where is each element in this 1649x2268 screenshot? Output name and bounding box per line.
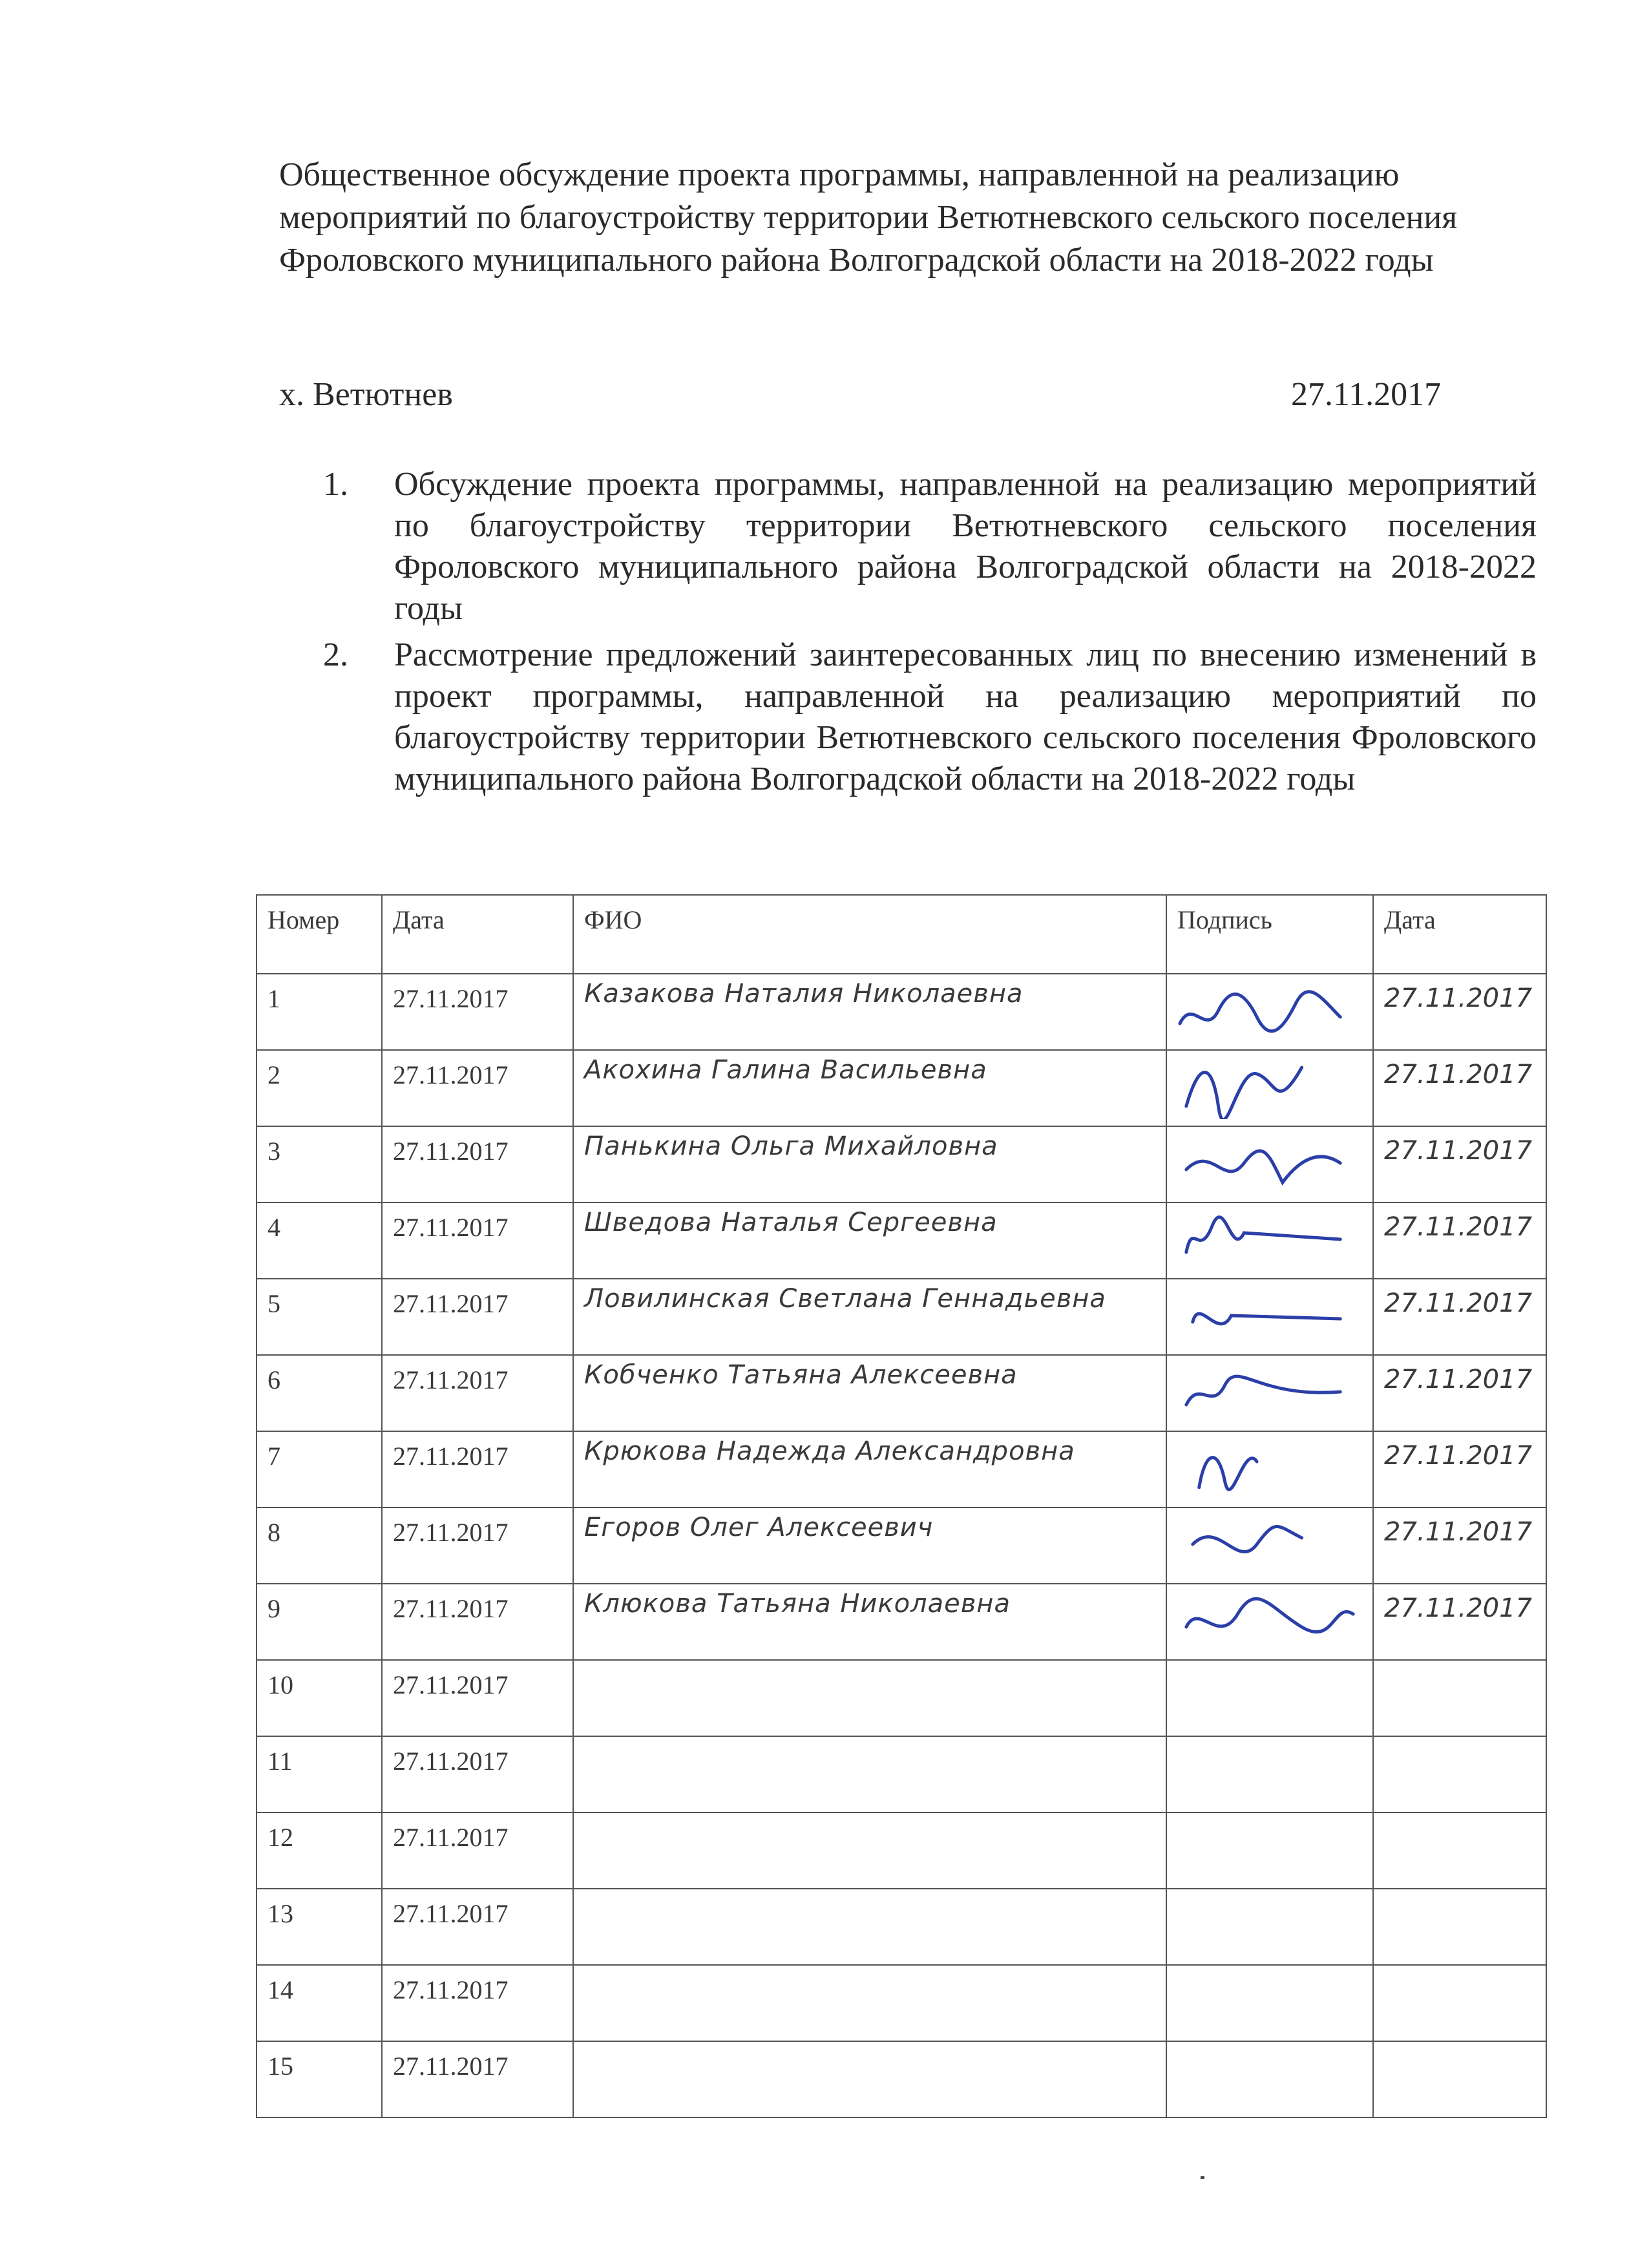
row-fio: Акохина Галина Васильевна: [573, 1050, 1166, 1126]
row-date: 27.11.2017: [382, 1812, 573, 1889]
agenda-item: [323, 464, 1537, 629]
signature-scribble: [1173, 1436, 1366, 1500]
row-fio: Казакова Наталия Николаевна: [573, 974, 1166, 1050]
row-number: 1: [257, 974, 382, 1050]
signature-scribble: [1173, 1131, 1366, 1195]
row-fio: [573, 1812, 1166, 1889]
agenda-item-text: Обсуждение проекта программы, направленной на реализацию мероприятий по благоустройству территории Ветютневского сельского поселения Фроловского муниципального района Волгоградской области на 2018-2022 годы: [394, 466, 1537, 627]
row-sign-date: 27.11.2017: [1373, 1202, 1546, 1279]
table-row: [257, 1660, 1546, 1736]
row-sign-date: [1373, 1812, 1546, 1889]
row-fio: [573, 1736, 1166, 1812]
row-number: 6: [257, 1355, 382, 1431]
row-sign-date: 27.11.2017: [1373, 1050, 1546, 1126]
row-fio: Ловилинская Светлана Геннадьевна: [573, 1279, 1166, 1355]
row-date: 27.11.2017: [382, 1355, 573, 1431]
signature-stroke: [1199, 1458, 1257, 1490]
signature-stroke: [1186, 1067, 1302, 1119]
row-signature: [1166, 974, 1373, 1050]
row-sign-date: [1373, 1965, 1546, 2041]
agenda-item: [323, 635, 1537, 800]
row-fio: [573, 1889, 1166, 1965]
document-date: 27.11.2017: [1291, 376, 1442, 413]
row-fio: [573, 1660, 1166, 1736]
row-fio: Клюкова Татьяна Николаевна: [573, 1584, 1166, 1660]
signature-stroke: [1186, 1217, 1340, 1252]
row-sign-date: [1373, 1889, 1546, 1965]
row-sign-date: 27.11.2017: [1373, 1126, 1546, 1202]
row-signature: [1166, 1812, 1373, 1889]
row-number: 10: [257, 1660, 382, 1736]
agenda-item-number: 1.: [323, 466, 348, 503]
signature-scribble: [1173, 978, 1366, 1043]
row-signature: [1166, 1660, 1373, 1736]
row-number: 4: [257, 1202, 382, 1279]
row-date: 27.11.2017: [382, 2041, 573, 2117]
header-number: Номер: [257, 895, 382, 974]
row-signature: [1166, 1355, 1373, 1431]
row-number: 13: [257, 1889, 382, 1965]
row-date: 27.11.2017: [382, 1736, 573, 1812]
header-signature: Подпись: [1166, 895, 1373, 974]
signature-stroke: [1193, 1527, 1302, 1552]
row-signature: [1166, 1431, 1373, 1507]
row-signature: [1166, 1279, 1373, 1355]
row-date: 27.11.2017: [382, 1279, 573, 1355]
row-signature: [1166, 1584, 1373, 1660]
signature-scribble: [1173, 1055, 1366, 1119]
signature-stroke: [1186, 1376, 1340, 1405]
row-date: 27.11.2017: [382, 1507, 573, 1584]
row-fio: [573, 2041, 1166, 2117]
document-place: х. Ветютнев: [279, 376, 453, 413]
row-date: 27.11.2017: [382, 1584, 573, 1660]
row-date: 27.11.2017: [382, 1660, 573, 1736]
row-signature: [1166, 1889, 1373, 1965]
row-number: 14: [257, 1965, 382, 2041]
row-number: 12: [257, 1812, 382, 1889]
row-signature: [1166, 1126, 1373, 1202]
row-number: 11: [257, 1736, 382, 1812]
row-signature: [1166, 2041, 1373, 2117]
row-fio: Крюкова Надежда Александровна: [573, 1431, 1166, 1507]
row-number: 15: [257, 2041, 382, 2117]
row-fio: Панькина Ольга Михайловна: [573, 1126, 1166, 1202]
attendance-table: [256, 894, 1547, 2118]
scan-speck: [1201, 2176, 1204, 2179]
table-header-row: [257, 895, 1546, 974]
row-date: 27.11.2017: [382, 1126, 573, 1202]
row-date: 27.11.2017: [382, 1202, 573, 1279]
table-row: [257, 1736, 1546, 1812]
row-sign-date: 27.11.2017: [1373, 1584, 1546, 1660]
row-date: 27.11.2017: [382, 1889, 573, 1965]
row-date: 27.11.2017: [382, 974, 573, 1050]
row-number: 5: [257, 1279, 382, 1355]
row-signature: [1166, 1736, 1373, 1812]
signature-scribble: [1173, 1512, 1366, 1577]
header-sign-date: Дата: [1373, 895, 1546, 974]
row-fio: Егоров Олег Алексеевич: [573, 1507, 1166, 1584]
row-number: 9: [257, 1584, 382, 1660]
row-number: 3: [257, 1126, 382, 1202]
signature-stroke: [1186, 1599, 1353, 1632]
table-row: [257, 1202, 1546, 1279]
table-row: [257, 1431, 1546, 1507]
table-row: [257, 1889, 1546, 1965]
row-date: 27.11.2017: [382, 1431, 573, 1507]
row-number: 8: [257, 1507, 382, 1584]
row-signature: [1166, 1965, 1373, 2041]
row-fio: Шведова Наталья Сергеевна: [573, 1202, 1166, 1279]
table-row: [257, 1507, 1546, 1584]
row-sign-date: 27.11.2017: [1373, 1431, 1546, 1507]
table-row: [257, 1050, 1546, 1126]
signature-scribble: [1173, 1207, 1366, 1272]
table-row: [257, 1126, 1546, 1202]
row-number: 7: [257, 1431, 382, 1507]
row-sign-date: 27.11.2017: [1373, 1355, 1546, 1431]
header-date: Дата: [382, 895, 573, 974]
row-fio: [573, 1965, 1166, 2041]
row-date: 27.11.2017: [382, 1050, 573, 1126]
signature-scribble: [1173, 1283, 1366, 1348]
row-signature: [1166, 1202, 1373, 1279]
signature-scribble: [1173, 1360, 1366, 1424]
table-row: [257, 974, 1546, 1050]
table-row: [257, 1279, 1546, 1355]
row-number: 2: [257, 1050, 382, 1126]
agenda-item-text: Рассмотрение предложений заинтересованных лиц по внесению изменений в проект программы, направленной на реализацию мероприятий по благоустройству территории Ветютневского сельского поселения Фроловского муниципального района Волгоградской области на 2018-2022 годы: [394, 636, 1537, 797]
row-signature: [1166, 1050, 1373, 1126]
row-sign-date: 27.11.2017: [1373, 974, 1546, 1050]
row-fio: Кобченко Татьяна Алексеевна: [573, 1355, 1166, 1431]
row-signature: [1166, 1507, 1373, 1584]
signature-scribble: [1173, 1588, 1366, 1653]
table-row: [257, 2041, 1546, 2117]
signature-stroke: [1180, 992, 1340, 1031]
row-sign-date: [1373, 2041, 1546, 2117]
signature-stroke: [1186, 1151, 1340, 1182]
header-fio: ФИО: [573, 895, 1166, 974]
signature-stroke: [1193, 1314, 1340, 1324]
table-row: [257, 1965, 1546, 2041]
row-sign-date: [1373, 1660, 1546, 1736]
table-row: [257, 1584, 1546, 1660]
row-date: 27.11.2017: [382, 1965, 573, 2041]
document-title: Общественное обсуждение проекта программы, направленной на реализацию мероприятий по благоустройству территории Ветютневского сельского поселения Фроловского муниципального района Волгоградской области на 2018-2022 годы: [279, 156, 1458, 278]
table-row: [257, 1812, 1546, 1889]
table-body: [257, 974, 1546, 2117]
table-row: [257, 1355, 1546, 1431]
agenda-list: [323, 464, 1537, 805]
row-sign-date: [1373, 1736, 1546, 1812]
agenda-item-number: 2.: [323, 636, 348, 673]
row-sign-date: 27.11.2017: [1373, 1279, 1546, 1355]
row-sign-date: 27.11.2017: [1373, 1507, 1546, 1584]
